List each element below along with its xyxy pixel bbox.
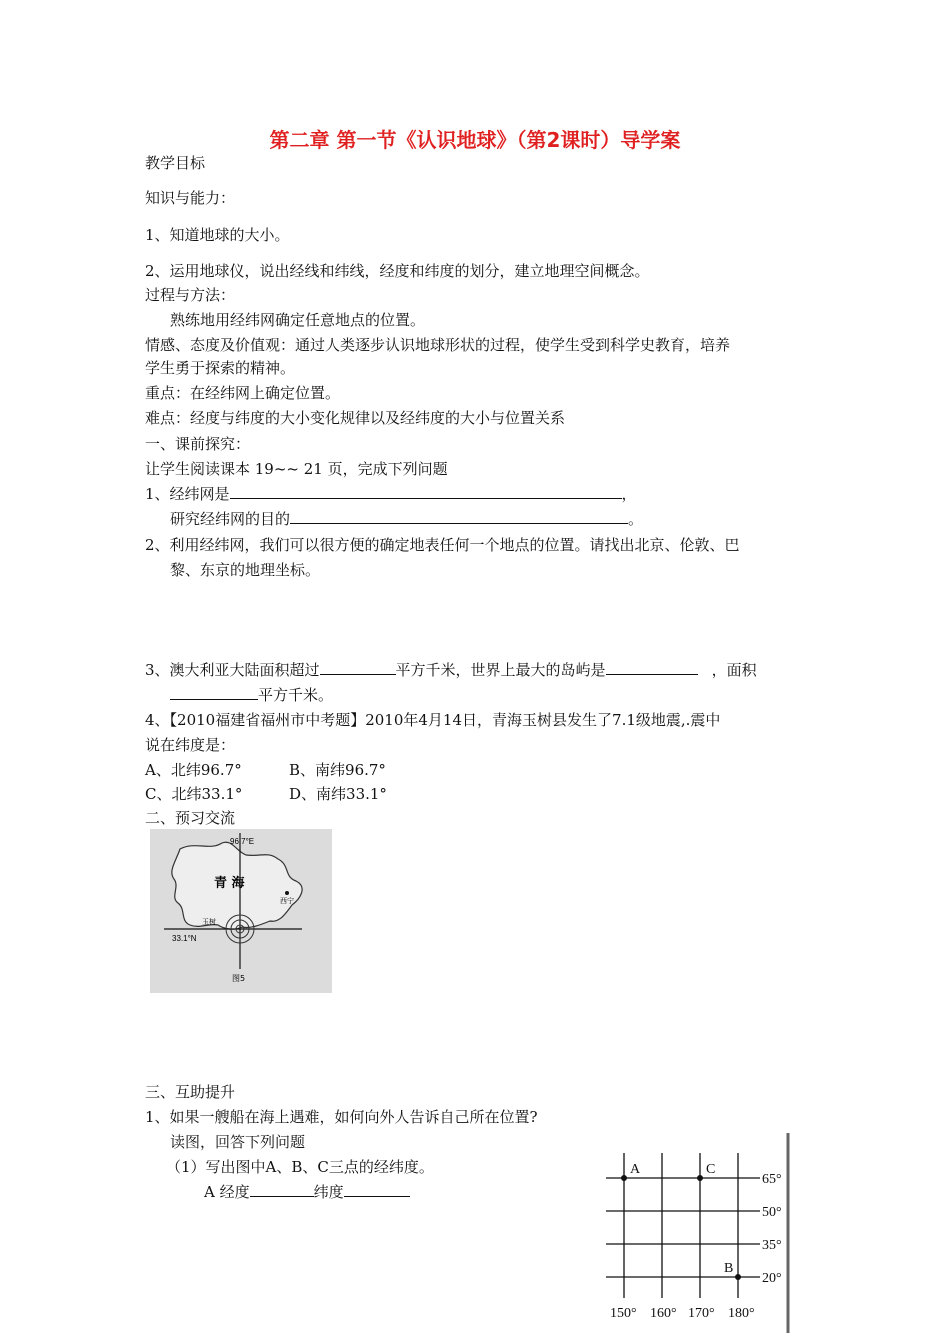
lat-tick-label: 35° (762, 1238, 782, 1253)
answer-blank[interactable] (344, 1182, 410, 1197)
lat-tick-label: 50° (762, 1205, 782, 1220)
section-heading: 三、互助提升 (145, 1083, 236, 1101)
page-title: 第二章 第一节《认识地球》（第2课时）导学案 (269, 128, 681, 152)
lat-tick-label: 65° (762, 1172, 782, 1187)
answer-blank[interactable] (290, 509, 628, 524)
lon-tick-label: 180° (728, 1306, 755, 1321)
section-heading: 一、课前探究： (145, 435, 251, 453)
question-4b: 说在纬度是： (145, 736, 236, 754)
map-province-label: 青 海 (214, 876, 245, 891)
map-county-label: 玉树 (202, 918, 216, 926)
answer-blank[interactable] (320, 660, 396, 675)
map-lon-label: 96.7°E (230, 837, 255, 846)
question-2a: 2、利用经纬网，我们可以很方便的确定地表任何一个地点的位置。请找出北京、伦敦、巴 (145, 536, 740, 554)
qinghai-map-figure (150, 829, 332, 993)
lon-tick-label: 160° (650, 1306, 677, 1321)
map-lat-label: 33.1°N (172, 934, 197, 943)
section-heading: 二、预习交流 (145, 809, 236, 827)
text-line: 过程与方法： (145, 286, 236, 304)
option-c[interactable]: C、北纬33.1° (145, 785, 243, 803)
answer-blank[interactable] (250, 1182, 314, 1197)
question-4a: 4、【2010福建省福州市中考题】2010年4月14日，青海玉树县发生了7.1级地震,.震中 (145, 711, 721, 729)
map-city-label: 西宁 (280, 897, 294, 905)
lat-tick-label: 20° (762, 1271, 782, 1286)
question-1b: 研究经纬网的目的 。 (170, 510, 644, 528)
question-3b: 平方千米。 (170, 685, 333, 705)
lat-lon-grid-figure (598, 1133, 798, 1333)
answer-blank[interactable] (170, 685, 258, 700)
point-b-label: B (724, 1261, 734, 1276)
text-line: 2、运用地球仪，说出经线和纬线，经度和纬度的划分，建立地理空间概念。 (145, 262, 650, 280)
lon-tick-label: 170° (688, 1306, 715, 1321)
point-a-label: A (630, 1162, 641, 1177)
text-line: 重点：在经纬网上确定位置。 (145, 384, 341, 402)
text-line: 让学生阅读课本 19~~ 21 页，完成下列问题 (145, 460, 448, 478)
lon-tick-label: 150° (610, 1306, 637, 1321)
option-b[interactable]: B、南纬96.7° (289, 761, 386, 779)
question-1a: 1、经纬网是 ， (145, 485, 637, 503)
point-b-marker (735, 1274, 741, 1280)
text-line: 知识与能力： (145, 189, 236, 207)
text-line: 情感、态度及价值观：通过人类逐步认识地球形状的过程，使学生受到科学史教育，培养 (145, 336, 731, 354)
text-line: 1、知道地球的大小。 (145, 226, 290, 244)
answer-blank[interactable] (606, 660, 698, 675)
text-line: 熟练地用经纬网确定任意地点的位置。 (170, 311, 426, 329)
point-c-marker (697, 1175, 703, 1181)
text-line: 教学目标 (145, 154, 206, 172)
text-line: 难点：经度与纬度的大小变化规律以及经纬度的大小与位置关系 (145, 409, 566, 427)
point-a-marker (621, 1175, 627, 1181)
option-d[interactable]: D、南纬33.1° (289, 785, 387, 803)
text-line: 读图，回答下列问题 (170, 1133, 306, 1151)
question-3a: 3、澳大利亚大陆面积超过 平方千米，世界上最大的岛屿是 ，面积 (145, 661, 757, 679)
answer-blank[interactable] (230, 484, 622, 499)
question-2b: 黎、东京的地理坐标。 (170, 561, 321, 579)
map-figure-caption: 图5 (232, 974, 246, 983)
point-c-label: C (706, 1162, 716, 1177)
text-line: 1、如果一艘船在海上遇难，如何向外人告诉自己所在位置? (145, 1108, 538, 1126)
text-line: （1）写出图中A、B、C三点的经纬度。 (166, 1158, 434, 1176)
option-a[interactable]: A、北纬96.7° (145, 761, 242, 779)
text-line: 学生勇于探索的精神。 (145, 359, 296, 377)
question-1d: A 经度 纬度 (204, 1182, 410, 1202)
